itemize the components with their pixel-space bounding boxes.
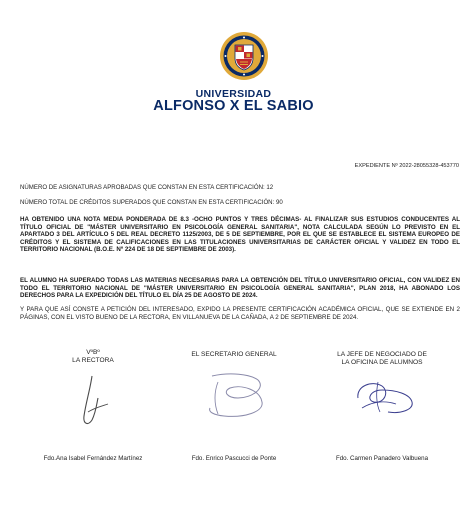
credits-count-line: NÚMERO TOTAL DE CRÉDITOS SUPERADOS QUE CONSTAN EN ESTA CERTIFICACIÓN: 90 [20, 199, 283, 206]
signature-title-secretary [159, 351, 309, 359]
signature-name-rector: Fdo.Ana Isabel Fernández Martínez [43, 455, 143, 462]
signature-title-office-head [307, 351, 457, 367]
university-name: ALFONSO X EL SABIO [153, 98, 314, 114]
office-head-signature-graphic [348, 372, 420, 424]
closing-paragraph: Y PARA QUE ASÍ CONSTE A PETICIÓN DEL INTERESADO, EXPIDO LA PRESENTE CERTIFICACIÓN ACADÉMICA OFICIAL, QUE SE EXTIENDE EN 2 PÁGINAS, CON EL VISTO BUENO DE LA RECTORA, EN VILLANUEVA DE LA CAÑADA, A 2 DE SEPTIEMBRE DE 2024. [20, 306, 460, 321]
signature-title-line1: EL SECRETARIO GENERAL [191, 351, 277, 358]
signature-title-rector [18, 349, 168, 365]
university-label-top: UNIVERSIDAD [195, 88, 272, 100]
secretary-signature-graphic [200, 368, 278, 426]
signature-name-secretary: Fdo. Enrico Pascucci de Ponte [191, 455, 277, 462]
signature-title-line2: LA RECTORA [72, 357, 114, 364]
signature-title-line1: LA JEFE DE NEGOCIADO DE [337, 351, 427, 358]
signature-name-office-head: Fdo. Carmen Panadero Valbuena [335, 455, 429, 462]
completion-paragraph: EL ALUMNO HA SUPERADO TODAS LAS MATERIAS NECESARIAS PARA LA OBTENCIÓN DEL TÍTULO UNIVERSITARIO OFICIAL, CON VALIDEZ EN TODO EL TERRITORIO NACIONAL DE "MÁSTER UNIVERSITARIO EN PSICOLOGÍA GENERAL SANITARIA", PLAN 2018, HA ABONADO LOS DERECHOS PARA LA EXPEDICIÓN DEL TÍTULO EL DÍA 25 DE AGOSTO DE 2024. [20, 277, 460, 300]
grade-paragraph: HA OBTENIDO UNA NOTA MEDIA PONDERADA DE 8.3 -OCHO PUNTOS Y TRES DÉCIMAS- AL FINALIZAR SUS ESTUDIOS CONDUCENTES AL TÍTULO OFICIAL DE "MÁSTER UNIVERSITARIO EN PSICOLOGÍA GENERAL SANITARIA", NOTA CALCULADA SEGÚN LO PREVISTO EN EL APARTADO 3 DEL ARTÍCULO 5 DEL REAL DECRETO 1125/2003, DE 5 DE SEPTIEMBRE, POR EL QUE SE ESTABLECE EL SISTEMA EUROPEO DE CRÉDITOS Y EL SISTEMA DE CALIFICACIONES EN LAS TITULACIONES UNIVERSITARIAS DE CARÁCTER OFICIAL Y VALIDEZ EN TODO EL TERRITORIO NACIONAL (B.O.E. Nº 224 DE 18 DE SEPTIEMBRE DE 2003). [20, 216, 460, 254]
university-seal-logo [219, 31, 269, 81]
subjects-count-line: NÚMERO DE ASIGNATURAS APROBADAS QUE CONSTAN EN ESTA CERTIFICACIÓN: 12 [20, 184, 274, 191]
expediente-number: EXPEDIENTE Nº 2022-28055328-453770 [354, 163, 459, 169]
signature-title-line1: VºBº [86, 349, 100, 356]
rector-signature-graphic [70, 372, 120, 430]
signature-title-line2: LA OFICINA DE ALUMNOS [341, 359, 423, 366]
